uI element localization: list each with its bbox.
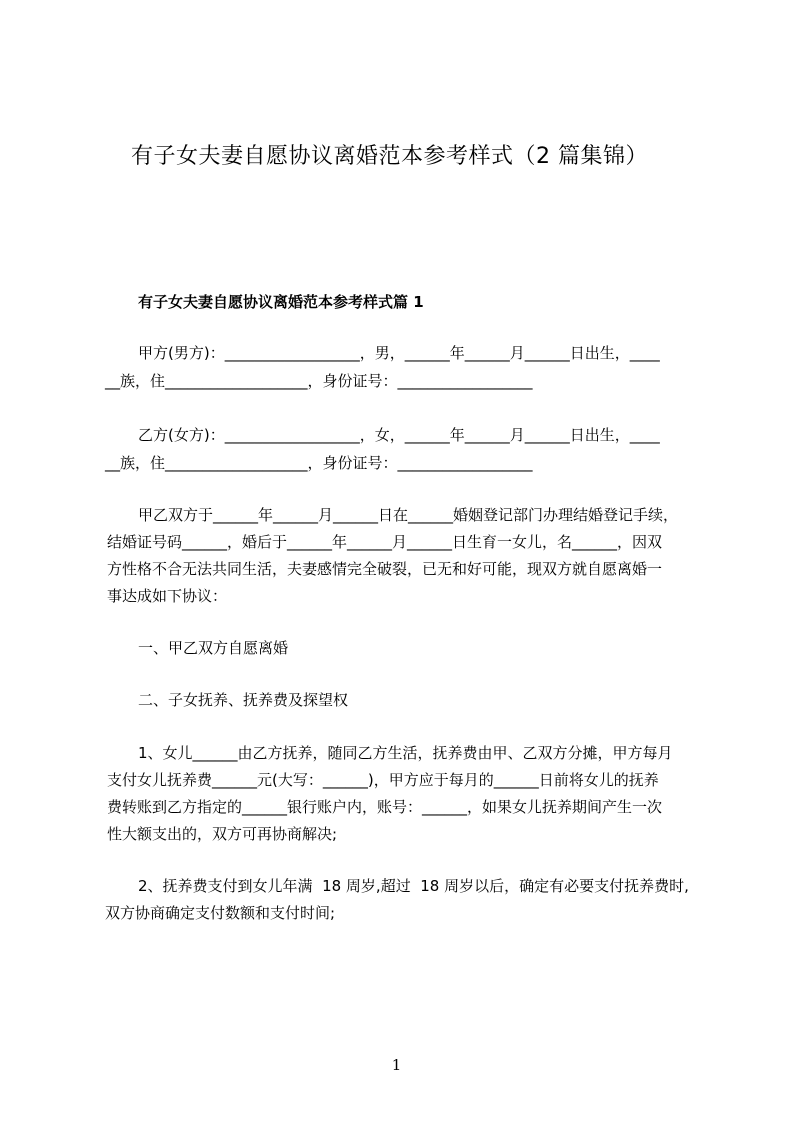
clause-1-line-4: 性大额支出的，双方可再协商解决; <box>107 825 338 843</box>
party-b-line-2: __族，住___________________，身份证号：__________________ <box>105 454 533 472</box>
heading-divorce: 一、甲乙双方自愿离婚 <box>138 639 289 657</box>
party-a-line-1: 甲方(男方)：__________________，男，______年______月______日出生，____ <box>138 344 660 362</box>
page-number: 1 <box>391 1056 402 1074</box>
document-title: 有子女夫妻自愿协议离婚范本参考样式（2 篇集锦） <box>131 144 648 169</box>
intro-line-3: 方性格不合无法共同生活，夫妻感情完全破裂，已无和好可能，现双方就自愿离婚一 <box>107 560 663 578</box>
party-a-line-2: __族，住___________________，身份证号：__________________ <box>105 372 533 390</box>
intro-line-2: 结婚证号码______，婚后于______年______月______日生育一女儿，名______，因双 <box>107 533 663 551</box>
section-title: 有子女夫妻自愿协议离婚范本参考样式篇 1 <box>138 293 424 311</box>
clause-2-line-1: 2、抚养费支付到女儿年满 18 周岁,超过 18 周岁以后，确定有必要支付抚养费时, <box>138 877 689 895</box>
clause-1-line-2: 支付女儿抚养费______元(大写：______)，甲方应于每月的______日前将女儿的抚养 <box>107 771 659 789</box>
intro-line-1: 甲乙双方于______年______月______日在______婚姻登记部门办理结婚登记手续， <box>138 506 679 524</box>
clause-1-line-1: 1、女儿______由乙方抚养，随同乙方生活，抚养费由甲、乙双方分摊，甲方每月 <box>138 744 673 762</box>
heading-child-custody: 二、子女抚养、抚养费及探望权 <box>138 691 349 709</box>
party-b-line-1: 乙方(女方)：__________________，女，______年______月______日出生，____ <box>138 426 660 444</box>
clause-2-line-2: 双方协商确定支付数额和支付时间; <box>105 904 336 922</box>
intro-line-4: 事达成如下协议： <box>107 587 228 605</box>
clause-1-line-3: 费转账到乙方指定的______银行账户内，账号：______，如果女儿抚养期间产生一次 <box>107 798 663 816</box>
